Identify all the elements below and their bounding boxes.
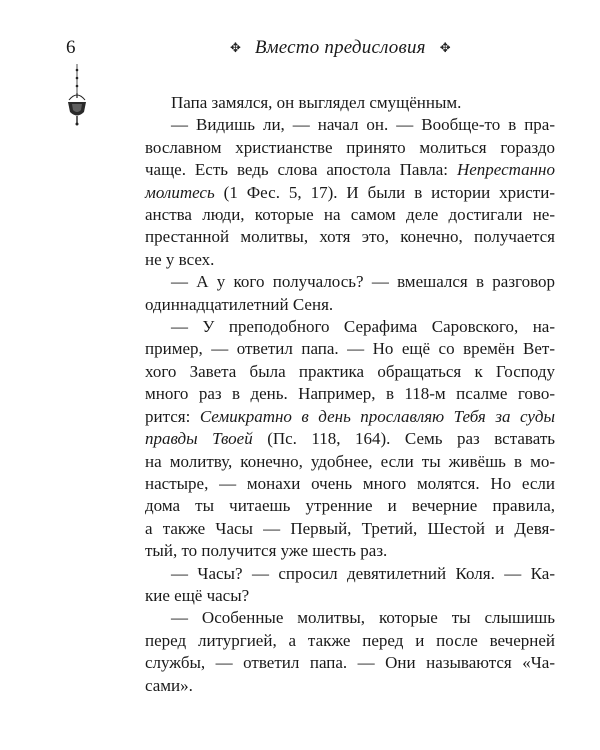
text-line: одиннадцатилетний Сеня. bbox=[145, 294, 334, 314]
text-fragment: (1 Фес. 5, 17). И были в истории христи- bbox=[214, 182, 555, 202]
page-number: 6 bbox=[66, 37, 76, 58]
italic-quote: Непрестанно bbox=[456, 160, 555, 180]
text-fragment: чаще. Есть ведь слова апостола Павла: bbox=[145, 160, 457, 180]
text-line: пример, — ответил папа. — Но ещё со времён Вет- bbox=[145, 339, 555, 359]
text-line: тый, то получится уже шесть раз. bbox=[145, 541, 388, 561]
text-line: — Часы? — спросил девятилетний Коля. — Ка- bbox=[171, 563, 555, 583]
text-line: не у всех. bbox=[145, 249, 215, 269]
text-line: а также Часы — Первый, Третий, Шестой и Девя- bbox=[145, 518, 555, 538]
italic-quote: Семикратно в день прославляю Тебя за суды bbox=[199, 406, 555, 426]
text-line: анства люди, которые на самом деле достигали не- bbox=[145, 205, 555, 225]
text-line: престанной молитвы, хотя это, конечно, получается bbox=[145, 227, 555, 247]
text-line bbox=[145, 406, 555, 428]
text-line: вославном христианстве принято молиться гораздо bbox=[145, 137, 555, 157]
running-title: Вместо предисловия bbox=[254, 37, 426, 58]
text-fragment: рится: bbox=[145, 406, 200, 426]
text-line: перед литургией, а также перед и после вечерней bbox=[145, 630, 555, 650]
text-line: хого Завета была практика обращаться к Господу bbox=[145, 361, 555, 381]
text-line: — А у кого получалось? — вмешался в разговор bbox=[171, 272, 555, 292]
text-line bbox=[145, 182, 555, 204]
text-line: настыре, — монахи очень много молятся. Но если bbox=[145, 473, 555, 493]
text-line: — Особенные молитвы, которые ты слышишь bbox=[171, 608, 555, 628]
text-fragment: (Пс. 118, 164). Семь раз вставать bbox=[252, 429, 555, 449]
text-line: Папа замялся, он выглядел смущённым. bbox=[171, 93, 462, 112]
text-line: — Видишь ли, — начал он. — Вообще-то в пра- bbox=[171, 115, 555, 135]
body-text bbox=[145, 92, 555, 697]
text-line: — У преподобного Серафима Саровского, на- bbox=[171, 317, 555, 337]
text-line: много раз в день. Например, в 118-м псалме гово- bbox=[145, 384, 555, 404]
hanging-lamp-icon bbox=[66, 64, 88, 126]
text-line bbox=[145, 428, 555, 450]
text-line: дома ты читаешь утренние и вечерние правила, bbox=[145, 496, 555, 516]
ornament-right-icon: ✥ bbox=[439, 40, 451, 55]
text-line: на молитву, конечно, удобнее, если ты живёшь в мо- bbox=[145, 451, 555, 471]
ornament-left-icon: ✥ bbox=[230, 40, 241, 55]
text-line: сами». bbox=[145, 675, 193, 695]
text-line bbox=[145, 159, 555, 181]
text-line: кие ещё часы? bbox=[145, 585, 250, 605]
text-line: службы, — ответил папа. — Они называются «Ча- bbox=[145, 653, 555, 673]
italic-quote: молитесь bbox=[145, 182, 215, 202]
running-header bbox=[230, 38, 451, 58]
italic-quote: правды Твоей bbox=[145, 429, 253, 449]
